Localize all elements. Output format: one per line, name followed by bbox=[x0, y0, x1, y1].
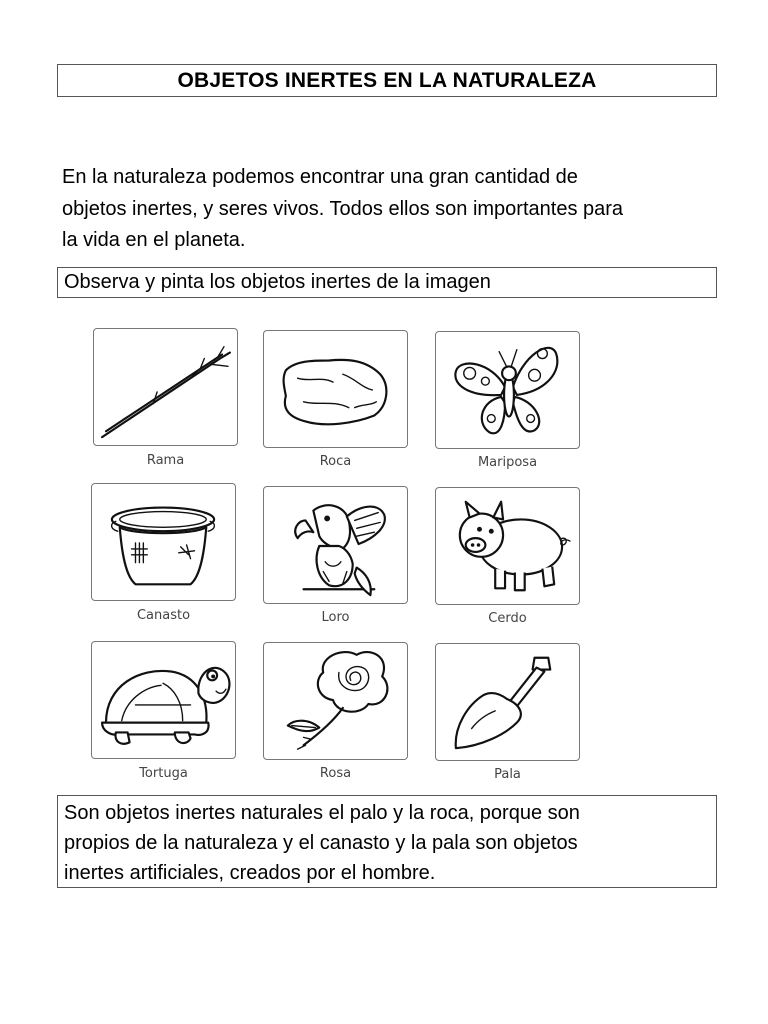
turtle-icon bbox=[92, 642, 235, 758]
image-caption: Tortuga bbox=[139, 766, 188, 781]
image-caption: Cerdo bbox=[488, 611, 527, 626]
image-card-pala[interactable] bbox=[435, 643, 580, 761]
pig-icon bbox=[436, 488, 579, 604]
rock-icon bbox=[264, 331, 407, 447]
intro-paragraph bbox=[62, 162, 722, 257]
shovel-icon bbox=[436, 644, 579, 760]
intro-line: objetos inertes, y seres vivos. Todos ellos son importantes para bbox=[62, 197, 624, 220]
image-caption: Loro bbox=[321, 610, 350, 625]
image-card-cerdo[interactable] bbox=[435, 487, 580, 605]
image-card-roca[interactable] bbox=[263, 330, 408, 448]
page-title bbox=[57, 64, 717, 97]
image-card-canasto[interactable] bbox=[91, 483, 236, 601]
rose-icon bbox=[264, 643, 407, 759]
image-card-tortuga[interactable] bbox=[91, 641, 236, 759]
intro-line: En la naturaleza podemos encontrar una gran cantidad de bbox=[62, 166, 578, 188]
image-card-rosa[interactable] bbox=[263, 642, 408, 760]
image-card-loro[interactable] bbox=[263, 486, 408, 604]
image-caption: Mariposa bbox=[477, 455, 538, 470]
summary-line: Son objetos inertes naturales el palo y la roca, porque son bbox=[64, 802, 580, 824]
page-title-text: OBJETOS INERTES EN LA NATURALEZA bbox=[177, 68, 597, 92]
summary-line: inertes artificiales, creados por el hombre. bbox=[64, 862, 436, 884]
image-card-mariposa[interactable] bbox=[435, 331, 580, 449]
instruction-text: Observa y pinta los objetos inertes de la imagen bbox=[64, 271, 491, 293]
image-card-rama[interactable] bbox=[93, 328, 238, 446]
butterfly-icon bbox=[436, 332, 579, 448]
image-caption: Canasto bbox=[136, 608, 191, 623]
intro-line: la vida en el planeta. bbox=[62, 229, 246, 251]
parrot-icon bbox=[264, 487, 407, 603]
instruction-box bbox=[57, 267, 717, 298]
image-caption: Rama bbox=[146, 453, 185, 468]
basket-icon bbox=[92, 484, 235, 600]
image-caption: Rosa bbox=[319, 766, 352, 781]
image-caption: Pala bbox=[494, 767, 521, 782]
image-caption: Roca bbox=[319, 454, 352, 469]
branch-icon bbox=[94, 329, 237, 445]
summary-box bbox=[57, 795, 717, 888]
summary-line: propios de la naturaleza y el canasto y la pala son objetos bbox=[64, 832, 578, 854]
